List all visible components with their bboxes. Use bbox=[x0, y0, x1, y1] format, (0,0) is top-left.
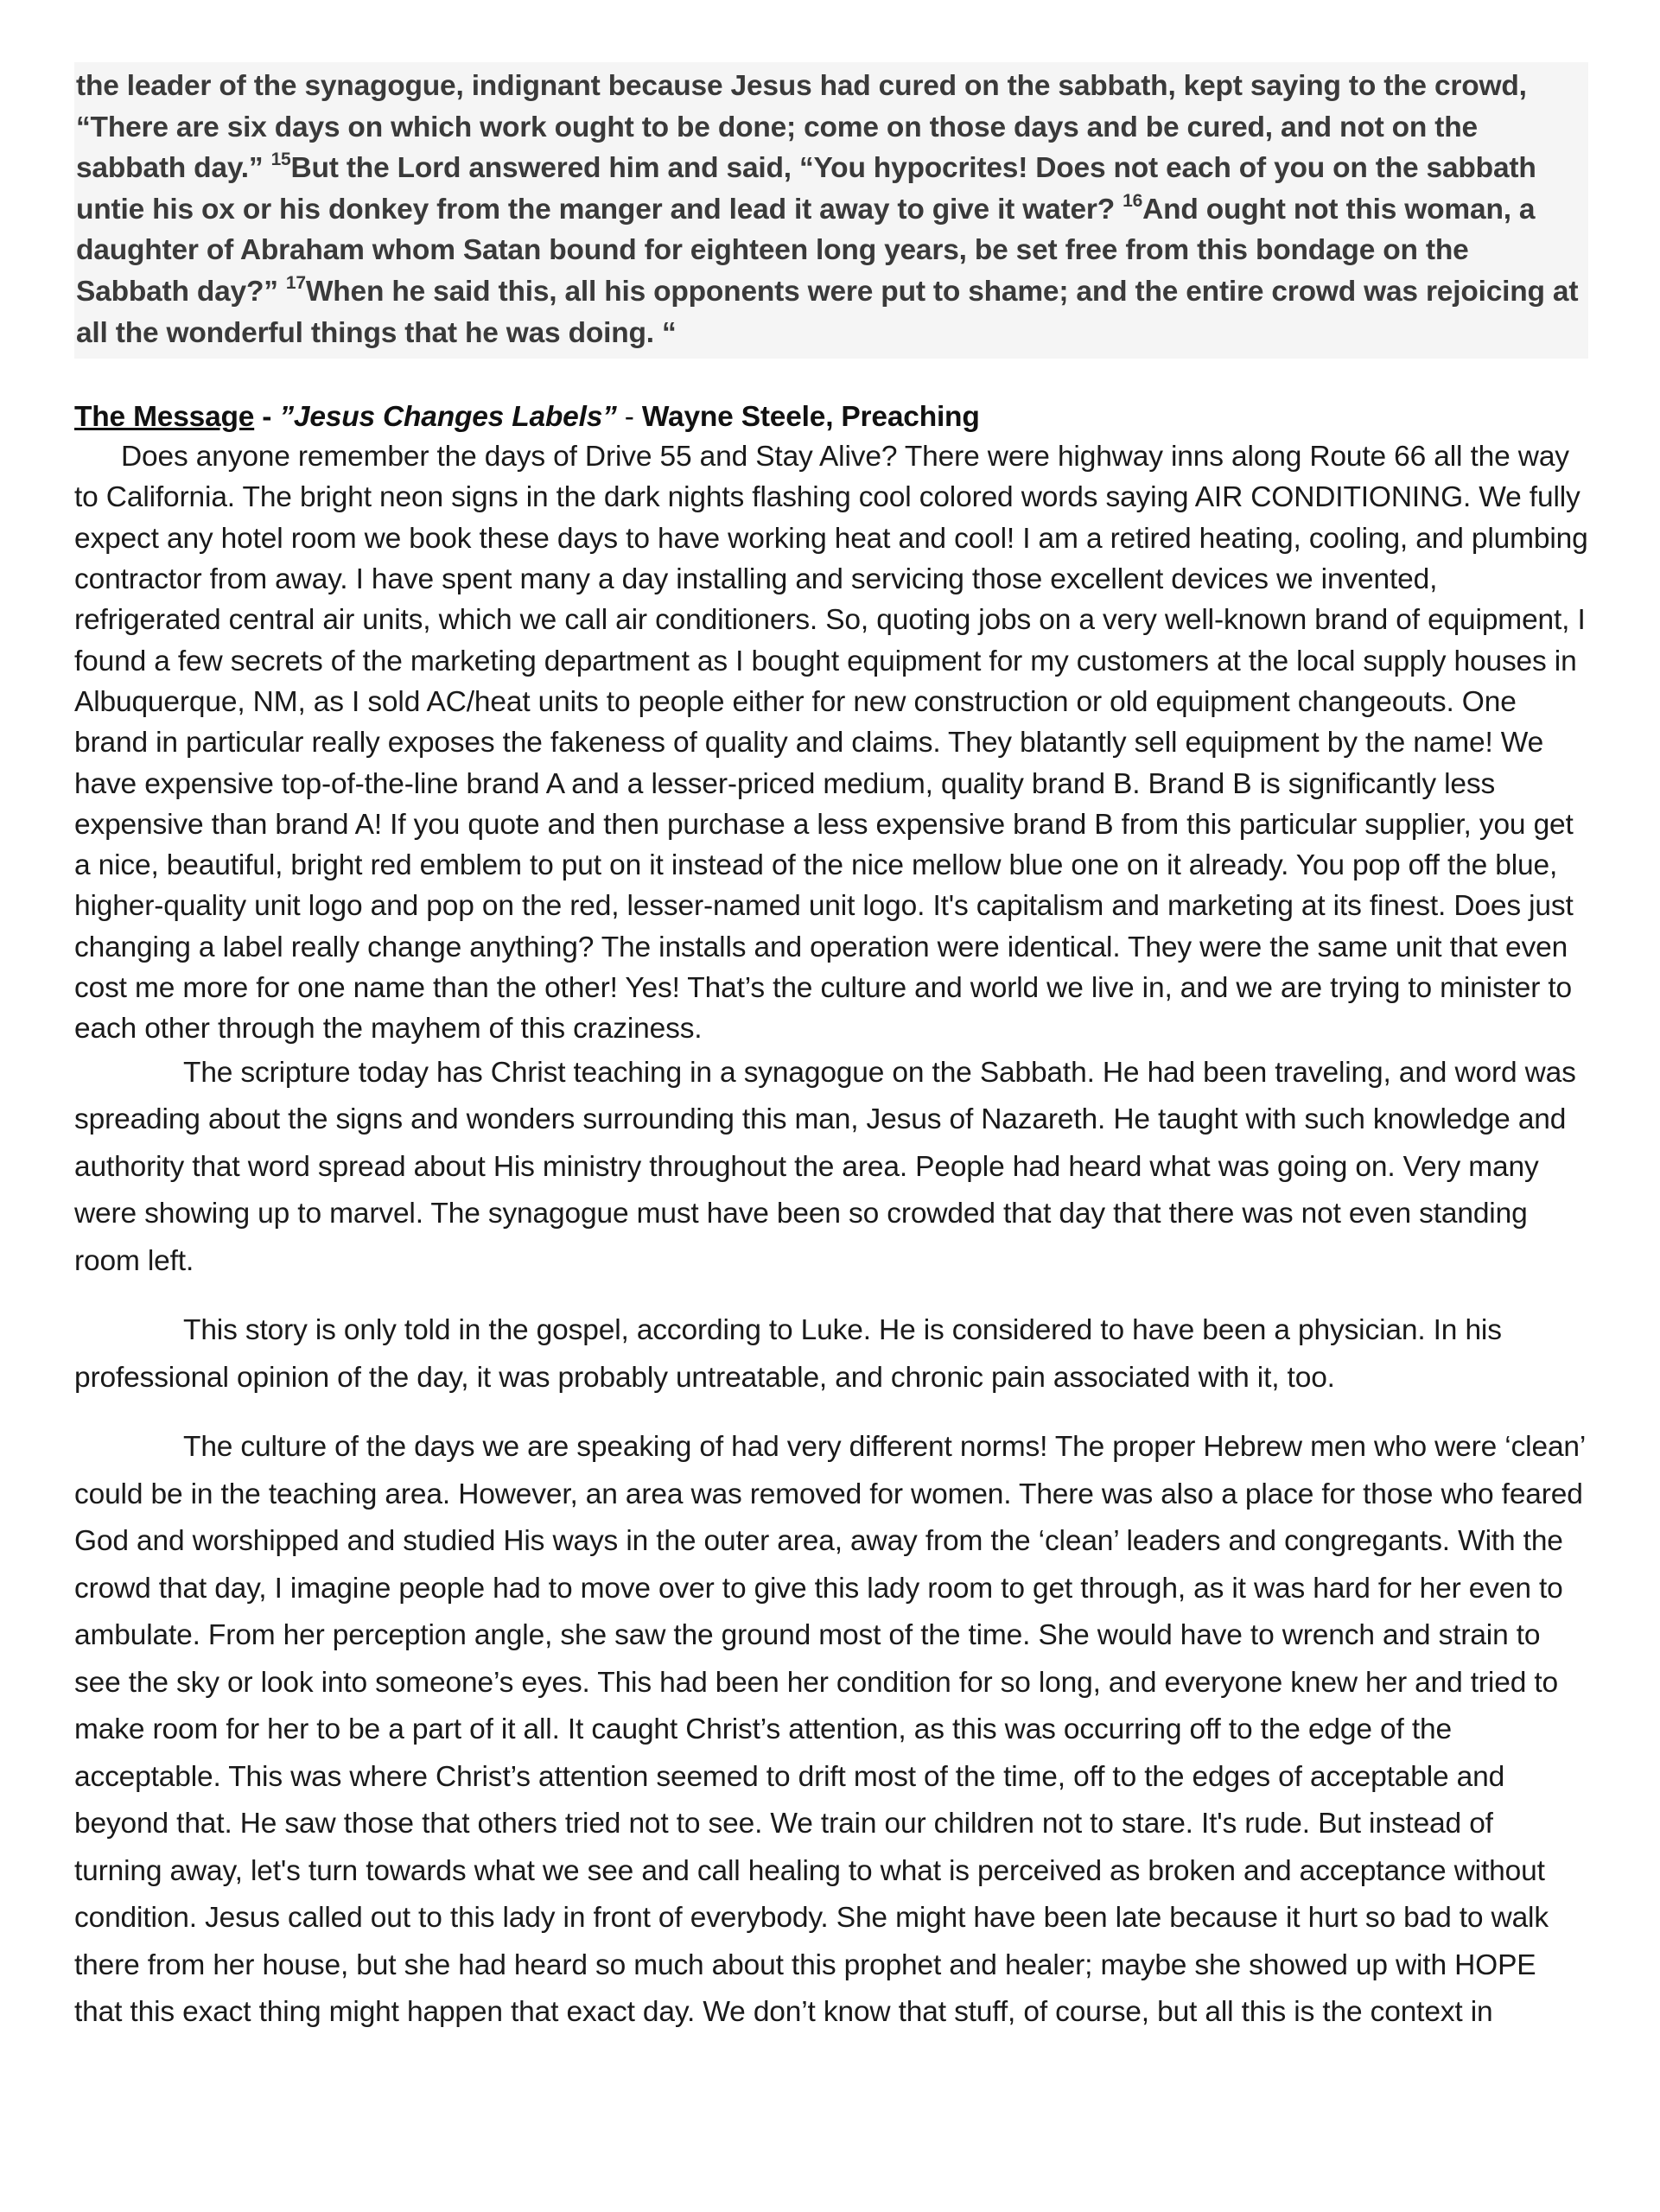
sermon-title: ”Jesus Changes Labels” bbox=[279, 401, 617, 434]
heading-separator: - bbox=[254, 401, 280, 434]
sermon-paragraph: Does anyone remember the days of Drive 55 and Stay Alive? There were highway inns along Route 66 all the way to California. The bright neon signs in the dark nights flashing cool colored words saying AIR CONDITIONING. We fully expect any hotel room we book these days to have working heat and cool! I am a retired heating, cooling, and plumbing contractor from away. I have spent many a day installing and servicing those excellent devices we invented, refrigerated central air units, which we call air conditioners. So, quoting jobs on a very well-known brand of equipment, I found a few secrets of the marketing department as I bought equipment for my customers at the local supply houses in Albuquerque, NM, as I sold AC/heat units to people either for new construction or old equipment changeouts. One brand in particular really exposes the fakeness of quality and claims. They blatantly sell equipment by the name! We have expensive top-of-the-line brand A and a lesser-priced medium, quality brand B. Brand B is significantly less expensive than brand A! If you quote and then purchase a less expensive brand B from this particular supplier, you get a nice, beautiful, bright red emblem to put on it instead of the nice mellow blue one on it already. You pop off the blue, higher-quality unit logo and pop on the red, lesser-named unit logo. It's capitalism and marketing at its finest. Does just changing a label really change anything? The installs and operation were identical. They were the same unit that even cost me more for one name than the other! Yes! That’s the culture and world we live in, and we are trying to minister to each other through the mayhem of this craziness. bbox=[74, 441, 1588, 1046]
verse-number: 15 bbox=[270, 149, 291, 170]
verse-number: 16 bbox=[1123, 190, 1143, 211]
message-label: The Message bbox=[74, 401, 255, 434]
sermon-paragraph: The culture of the days we are speaking of had very different norms! The proper Hebrew men who were ‘clean’ could be in the teaching area. However, an area was removed for women. There was also a place for those who feared God and worshipped and studied His ways in the outer area, away from the ‘clean’ leaders and congregants. With the crowd that day, I imagine people had to move over to give this lady room to get through, as it was hard for her even to ambulate. From her perception angle, she saw the ground most of the time. She would have to wrench and strain to see the sky or look into someone’s eyes. This had been her condition for so long, and everyone knew her and tried to make room for her to be a part of it all. It caught Christ’s attention, as this was occurring off to the edge of the acceptable. This was where Christ’s attention seemed to drift most of the time, off to the edges of acceptable and beyond that. He saw those that others tried not to see. We train our children not to stare. It's rude. But instead of turning away, let's turn towards what we see and call healing to what is perceived as broken and acceptance without condition. Jesus called out to this lady in front of everybody. She might have been late because it hurt so bad to walk there from her house, but she had heard so much about this prophet and healer; maybe she showed up with HOPE that this exact thing might happen that exact day. We don’t know that stuff, of course, but all this is the context in bbox=[74, 1431, 1585, 2029]
sermon-paragraph: The scripture today has Christ teaching in a synagogue on the Sabbath. He had been traveling, and word was spreading about the signs and wonders surrounding this man, Jesus of Nazareth. He taught with such knowledge and authority that word spread about His ministry throughout the area. People had heard what was going on. Very many were showing up to marvel. The synagogue must have been so crowded that day that there was not even standing room left. bbox=[74, 1056, 1576, 1277]
scripture-text: And ought not this woman, a daughter of Abraham whom Satan bound for eighteen long years, be set free from this bondage on the Sabbath day?” bbox=[76, 193, 1536, 308]
scripture-text: When he said this, all his opponents were put to shame; and the entire crowd was rejoicing at all the wonderful things that he was doing. “ bbox=[76, 275, 1579, 349]
heading-separator: - bbox=[616, 401, 642, 434]
scripture-text: But the Lord answered him and said, “You hypocrites! Does not each of you on the sabbath untie his ox or his donkey from the manger and lead it away to give it water? bbox=[76, 152, 1536, 226]
scripture-passage bbox=[74, 62, 1588, 359]
verse-number: 17 bbox=[285, 272, 306, 293]
preacher-name: Wayne Steele, Preaching bbox=[641, 401, 980, 434]
document-page bbox=[74, 62, 1588, 2037]
message-heading bbox=[74, 398, 1588, 436]
scripture-text: the leader of the synagogue, indignant because Jesus had cured on the sabbath, kept saying to the crowd, “There are six days on which work ought to be done; come on those days and be cured, and not on the sabbath day.” bbox=[76, 70, 1527, 185]
sermon-paragraph: This story is only told in the gospel, according to Luke. He is considered to have been a physician. In his professional opinion of the day, it was probably untreatable, and chronic pain associated with it, too. bbox=[74, 1314, 1502, 1394]
